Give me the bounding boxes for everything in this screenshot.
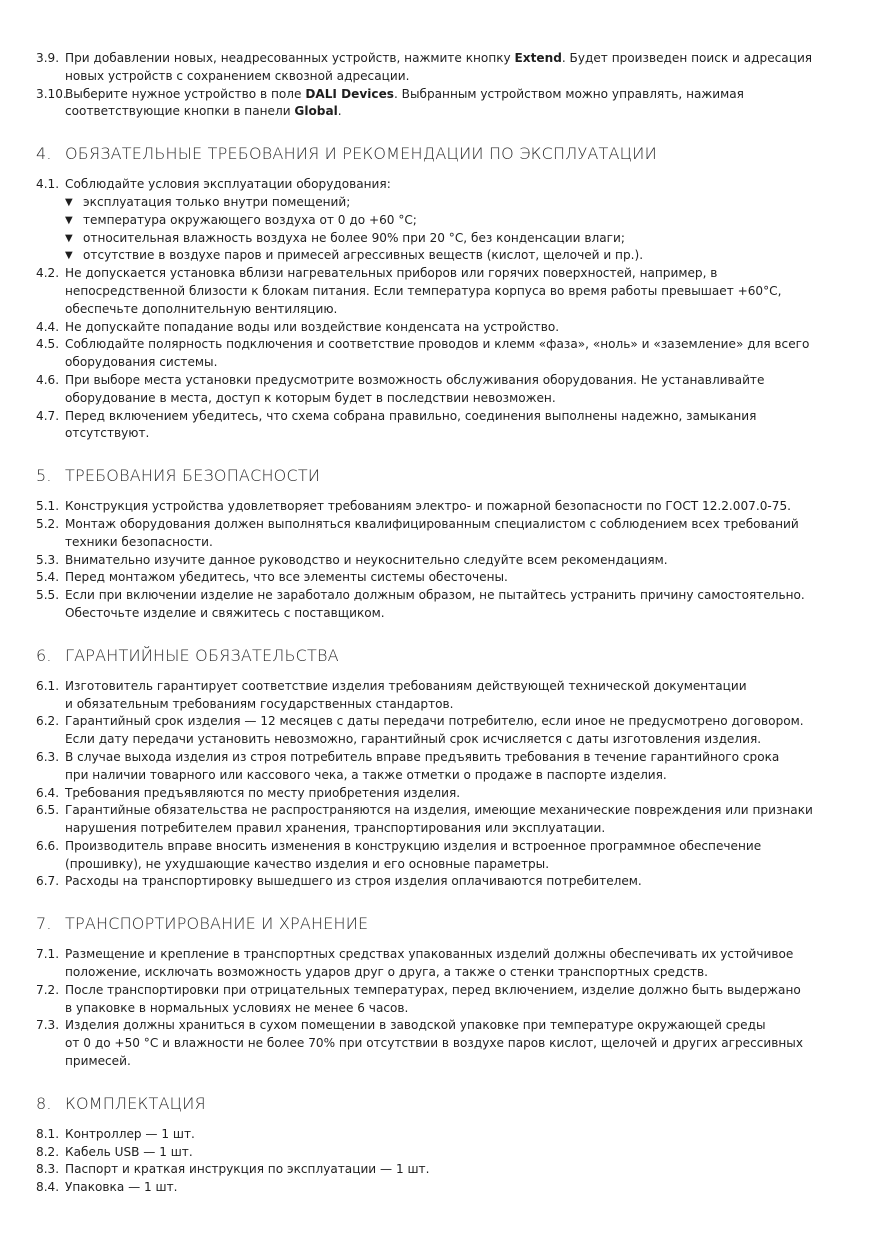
list-item [36, 873, 836, 891]
item-text [65, 552, 836, 570]
text-line: отсутствуют. [65, 426, 150, 441]
section-number: 8. [36, 1093, 52, 1113]
text-line: новых устройств с сохранением сквозной адресации. [65, 68, 410, 83]
text-line: Не допускается установка вблизи нагревательных приборов или горячих поверхностей, например, в [65, 266, 718, 281]
text-line: обеспечьте дополнительную вентиляцию. [65, 301, 338, 316]
text-line: Обесточьте изделие и свяжитесь с поставщиком. [65, 605, 385, 620]
triangle-down-icon: ▼ [65, 232, 73, 244]
list-item [36, 372, 836, 408]
item-text [65, 498, 836, 516]
item-number: 8.4. [36, 1180, 60, 1195]
list-item [36, 946, 836, 982]
text-line: Внимательно изучите данное руководство и неукоснительно следуйте всем рекомендациям. [65, 552, 668, 567]
text-line: При добавлении новых, неадресованных устройств, нажмите кнопку Extend. Будет произведен поиск и адресация [65, 51, 813, 65]
text-line: Перед включением убедитесь, что схема собрана правильно, соединения выполнены надежно, замыкания [65, 408, 757, 423]
section-number: 7. [36, 914, 52, 934]
text-line: Выберите нужное устройство в поле DALI Devices. Выбранным устройством можно управлять, нажимая [65, 86, 744, 101]
item-number: 4.7. [36, 408, 60, 423]
bullet-item [65, 247, 836, 265]
section-heading [36, 645, 836, 667]
item-text [65, 265, 836, 318]
text-line: Контроллер — 1 шт. [65, 1126, 195, 1141]
list-item [36, 713, 836, 749]
item-text [65, 802, 836, 838]
text-line: Если при включении изделие не заработало должным образом, не пытайтесь устранить причину самостоятельно. [65, 588, 805, 603]
item-text [65, 86, 836, 122]
text-line: оборудование в места, доступ к которым будет в последствии невозможен. [65, 390, 556, 405]
item-number: 5.1. [36, 499, 60, 514]
text-line: положение, исключать возможность ударов друг о друга, а также о стенки транспортных средств. [65, 965, 709, 980]
item-text [65, 1161, 836, 1179]
bullet-item [65, 230, 836, 248]
item-text [65, 873, 836, 891]
item-number: 6.3. [36, 749, 60, 764]
text-line: в упаковке в нормальных условиях не менее 6 часов. [65, 1000, 409, 1015]
text-line: В случае выхода изделия из строя потребитель вправе предъявить требования в течение гарантийного срока [65, 749, 780, 764]
bold-term: DALI Devices [305, 86, 394, 101]
list-item [36, 408, 836, 444]
section-title-text: ТРАНСПОРТИРОВАНИЕ И ХРАНЕНИЕ [65, 914, 369, 934]
item-text [65, 176, 836, 194]
item-text [65, 1179, 836, 1197]
item-text [65, 336, 836, 372]
list-item [36, 319, 836, 337]
section-title-text: ОБЯЗАТЕЛЬНЫЕ ТРЕБОВАНИЯ И РЕКОМЕНДАЦИИ ПО ЭКСПЛУАТАЦИИ [65, 144, 657, 164]
item-number: 5.4. [36, 570, 60, 585]
list-item [36, 1161, 836, 1179]
text-line: Перед монтажом убедитесь, что все элементы системы обесточены. [65, 570, 508, 585]
list-item [36, 838, 836, 874]
text-line: Размещение и крепление в транспортных средствах упакованных изделий должны обеспечивать их устойчивое [65, 947, 794, 962]
text-line: при наличии товарного или кассового чека, а также отметки о продаже в паспорте изделия. [65, 767, 667, 782]
section-heading [36, 143, 836, 165]
bullet-text: относительная влажность воздуха не более 90% при 20 °C, без конденсации влаги; [83, 230, 625, 245]
text-line: Если дату передачи установить невозможно, гарантийный срок исчисляется с даты изготовления изделия. [65, 732, 762, 747]
text-line: непосредственной близости к блокам питания. Если температура корпуса во время работы превышает +60°C, [65, 283, 782, 298]
list-item [36, 802, 836, 838]
list-item [36, 587, 836, 623]
list-item [36, 50, 836, 86]
item-number: 3.10. [36, 86, 67, 101]
list-item [36, 176, 836, 194]
item-text [65, 516, 836, 552]
item-text [65, 946, 836, 982]
triangle-down-icon: ▼ [65, 250, 73, 262]
item-number: 8.2. [36, 1144, 60, 1159]
text-line: Паспорт и краткая инструкция по эксплуатации — 1 шт. [65, 1162, 430, 1177]
item-number: 6.1. [36, 678, 60, 693]
text-line: Производитель вправе вносить изменения в конструкцию изделия и встроенное программное обеспечение [65, 838, 762, 853]
list-item [36, 498, 836, 516]
triangle-down-icon: ▼ [65, 214, 73, 226]
list-item [36, 569, 836, 587]
item-number: 7.1. [36, 947, 60, 962]
text-line: Конструкция устройства удовлетворяет требованиям электро- и пожарной безопасности по ГОСТ 12.2.007.0-75. [65, 499, 791, 514]
text-line: оборудования системы. [65, 355, 218, 370]
item-text [65, 319, 836, 337]
section-number: 6. [36, 645, 52, 665]
item-text [65, 749, 836, 785]
document-page [36, 50, 836, 1197]
item-text [65, 569, 836, 587]
text-line: Упаковка — 1 шт. [65, 1180, 178, 1195]
section-number: 5. [36, 466, 52, 486]
item-text [65, 1126, 836, 1144]
text-line: Изделия должны храниться в сухом помещении в заводской упаковке при температуре окружающей среды [65, 1018, 766, 1033]
list-item [36, 1144, 836, 1162]
text-line: Соблюдайте условия эксплуатации оборудования: [65, 177, 391, 192]
item-number: 7.3. [36, 1018, 60, 1033]
list-item [36, 1179, 836, 1197]
text-line: и обязательным требованиям государственных стандартов. [65, 696, 454, 711]
text-line: Соблюдайте полярность подключения и соответствие проводов и клемм «фаза», «ноль» и «заземление» для всего [65, 337, 810, 352]
bullet-text: эксплуатация только внутри помещений; [83, 194, 351, 209]
item-text [65, 785, 836, 803]
text-line: Монтаж оборудования должен выполняться квалифицированным специалистом с соблюдением всех требований [65, 516, 799, 531]
list-item [36, 678, 836, 714]
list-item [36, 516, 836, 552]
text-line: (прошивку), не ухудшающие качество изделия и его основные параметры. [65, 856, 550, 871]
item-number: 8.1. [36, 1126, 60, 1141]
item-number: 6.4. [36, 785, 60, 800]
text-line: примесей. [65, 1054, 131, 1069]
text-line: Гарантийные обязательства не распространяются на изделия, имеющие механические повреждения или признаки [65, 803, 813, 818]
item-text [65, 50, 836, 86]
bold-term: Extend [514, 51, 562, 65]
bold-term: Global [294, 104, 338, 119]
text-line: соответствующие кнопки в панели Global. [65, 104, 342, 119]
section-title-text: ТРЕБОВАНИЯ БЕЗОПАСНОСТИ [65, 466, 321, 486]
item-number: 4.4. [36, 319, 60, 334]
list-item [36, 1017, 836, 1070]
item-number: 8.3. [36, 1162, 60, 1177]
item-number: 6.2. [36, 714, 60, 729]
triangle-down-icon: ▼ [65, 196, 73, 208]
text-line: После транспортировки при отрицательных температурах, перед включением, изделие должно быть выдержано [65, 982, 801, 997]
section-title-text: КОМПЛЕКТАЦИЯ [65, 1093, 206, 1113]
bullet-text: отсутствие в воздухе паров и примесей агрессивных веществ (кислот, щелочей и пр.). [83, 248, 644, 263]
section-heading [36, 913, 836, 935]
list-item [36, 1126, 836, 1144]
item-number: 5.3. [36, 552, 60, 567]
item-number: 6.5. [36, 803, 60, 818]
text-line: Расходы на транспортировку вышедшего из строя изделия оплачиваются потребителем. [65, 874, 642, 889]
list-item [36, 552, 836, 570]
list-item [36, 749, 836, 785]
item-number: 5.5. [36, 588, 60, 603]
text-line: Кабель USB — 1 шт. [65, 1144, 193, 1159]
item-text [65, 408, 836, 444]
item-text [65, 372, 836, 408]
text-line: нарушения потребителем правил хранения, транспортирования или эксплуатации. [65, 821, 606, 836]
item-text [65, 1017, 836, 1070]
text-line: Гарантийный срок изделия — 12 месяцев с даты передачи потребителю, если иное не предусмотрено договором. [65, 714, 804, 729]
item-number: 4.1. [36, 177, 60, 192]
list-item [36, 86, 836, 122]
text-line: Не допускайте попадание воды или воздействие конденсата на устройство. [65, 319, 560, 334]
bullet-text: температура окружающего воздуха от 0 до +60 °C; [83, 212, 417, 227]
bullet-item [65, 212, 836, 230]
list-item [36, 336, 836, 372]
section-heading [36, 465, 836, 487]
item-number: 4.5. [36, 337, 60, 352]
list-item [36, 982, 836, 1018]
text-line: техники безопасности. [65, 534, 213, 549]
text-line: от 0 до +50 °C и влажности не более 70% при отсутствии в воздухе паров кислот, щелочей и других агрессивных [65, 1036, 803, 1051]
item-number: 5.2. [36, 516, 60, 531]
section-title-text: ГАРАНТИЙНЫЕ ОБЯЗАТЕЛЬСТВА [65, 645, 339, 665]
item-text [65, 713, 836, 749]
item-number: 6.7. [36, 874, 60, 889]
bullet-item [65, 194, 836, 212]
bullet-list [36, 194, 836, 265]
item-text [65, 678, 836, 714]
item-number: 6.6. [36, 838, 60, 853]
section-heading [36, 1093, 836, 1115]
item-number: 4.2. [36, 266, 60, 281]
item-number: 4.6. [36, 372, 60, 387]
text-line: Изготовитель гарантирует соответствие изделия требованиям действующей технической документации [65, 678, 747, 693]
item-text [65, 1144, 836, 1162]
section-number: 4. [36, 144, 52, 164]
item-text [65, 982, 836, 1018]
list-item [36, 785, 836, 803]
text-line: При выборе места установки предусмотрите возможность обслуживания оборудования. Не устанавливайте [65, 372, 765, 387]
item-text [65, 587, 836, 623]
list-item [36, 265, 836, 318]
item-text [65, 838, 836, 874]
item-number: 3.9. [36, 51, 60, 65]
text-line: Требования предъявляются по месту приобретения изделия. [65, 785, 461, 800]
item-number: 7.2. [36, 982, 60, 997]
